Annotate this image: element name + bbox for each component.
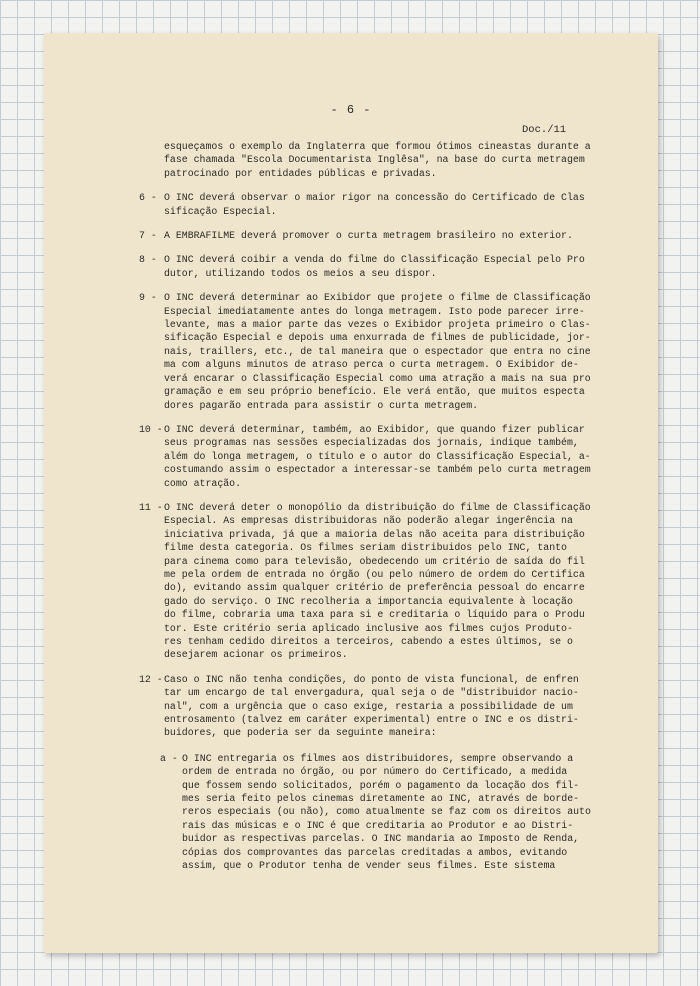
item-number: 9 - bbox=[139, 292, 157, 304]
paragraph-item-11 bbox=[44, 501, 658, 662]
text-line: O INC deverá observar o maior rigor na concessão do Certificado de Clas bbox=[164, 192, 585, 204]
text-line: tar um encargo de tal envergadura, qual seja o de "distribuidor nacio- bbox=[164, 687, 579, 699]
text-line: entrosamento (talvez em caráter experimental) entre o INC e os distri- bbox=[164, 714, 579, 726]
text-line: reros especiais (ou não), como atualmente se faz com os direitos auto bbox=[182, 806, 591, 818]
text-line: ma com alguns minutos de atraso perca o curta metragem. O Exibidor de- bbox=[164, 359, 579, 371]
text-line: do filme, cobraria uma taxa para si e creditaria o líquido para o Produ bbox=[164, 609, 585, 621]
text-line: sificação Especial e depois uma enxurrada de filmes de publicidade, jor- bbox=[164, 332, 591, 344]
text-line: além do longa metragem, o título e o autor do Classificação Especial, a- bbox=[164, 450, 591, 462]
text-line: Caso o INC não tenha condições, do ponto de vista funcional, de enfren bbox=[164, 673, 579, 685]
text-line: buidores, que poderia ser da seguinte maneira: bbox=[164, 727, 437, 739]
text-line: rais das músicas e o INC é que creditaria ao Produtor e ao Distri- bbox=[182, 819, 574, 831]
text-line: seus programas nas sessões especializadas dos jornais, indique também, bbox=[164, 437, 579, 449]
page-number: - 6 - bbox=[330, 103, 372, 117]
text-line: res tenham cedido direitos a terceiros, cabendo a estes últimos, se o bbox=[164, 636, 573, 647]
text-line: como atração. bbox=[164, 477, 242, 489]
item-number: 10 - bbox=[139, 423, 163, 435]
paragraph-item-10 bbox=[44, 423, 658, 490]
text-line: tor. Este critério seria aplicado inclusive aos filmes cujos Produto- bbox=[164, 622, 573, 634]
item-number: 12 - bbox=[139, 673, 163, 685]
text-line: O INC deverá determinar, também, ao Exibidor, que quando fizer publicar bbox=[164, 423, 585, 435]
text-line: me pela ordem de entrada no órgão (ou pelo número de ordem do Certifica bbox=[164, 568, 585, 580]
text-line: esqueçamos o exemplo da Inglaterra que formou ótimos cineastas durante a bbox=[164, 141, 591, 152]
paragraph-item-7 bbox=[44, 229, 658, 242]
text-line: que fossem sendo solicitados, porém o pagamento da locação dos fil- bbox=[182, 779, 580, 791]
text-line: levante, mas a maior parte das vezes o Exibidor projeta primeiro o Clas- bbox=[164, 319, 591, 331]
item-number: 8 - bbox=[139, 254, 157, 266]
text-line: O INC deverá deter o monopólio da distribuição do filme de Classificação bbox=[164, 501, 591, 513]
document-sheet bbox=[44, 33, 658, 953]
document-reference: Doc./11 bbox=[522, 124, 567, 136]
item-number: 6 - bbox=[139, 192, 157, 204]
text-line: Especial. As empresas distribuidoras não poderão alegar ingerência na bbox=[164, 515, 573, 527]
text-line: para cinema como para televisão, obedecendo um critério de saída do fil bbox=[164, 555, 585, 567]
paragraph-item-9 bbox=[44, 291, 658, 412]
text-line: buidor as respectivas parcelas. O INC mandaria ao Imposto de Renda, bbox=[182, 833, 580, 845]
text-line: do), evitando assim qualquer critério de preferência pessoal do encarre bbox=[164, 582, 585, 594]
text-line: fase chamada "Escola Documentarista Inglêsa", na base do curta metragem bbox=[164, 154, 585, 166]
text-line: sificação Especial. bbox=[164, 205, 277, 217]
text-line: dores pagarão entrada para assistir o curta metragem. bbox=[164, 399, 479, 411]
document-body bbox=[44, 140, 658, 884]
text-line: patrocinado por entidades públicas e privadas. bbox=[164, 167, 437, 179]
item-number: a - bbox=[160, 752, 178, 764]
paragraph-item-6 bbox=[44, 191, 658, 218]
text-line: iniciativa privada, já que a maioria delas não aceita para distribuição bbox=[164, 528, 585, 540]
item-number: 11 - bbox=[139, 501, 163, 513]
text-line: assim, que o Produtor tenha de vender seus filmes. Este sistema bbox=[182, 860, 556, 872]
text-line: mes seria feito pelos cinemas diretamente ao INC, através de borde- bbox=[182, 793, 580, 805]
text-line: O INC deverá determinar ao Exibidor que projete o filme de Classificação bbox=[164, 292, 591, 304]
text-line: dutor, utilizando todos os meios a seu dispor. bbox=[164, 267, 437, 279]
text-line: gramação e em seu próprio benefício. Ele verá então, que muitos especta bbox=[164, 386, 585, 398]
text-line: A EMBRAFILME deverá promover o curta metragem brasileiro no exterior. bbox=[164, 230, 573, 242]
paragraph-continuation bbox=[44, 140, 658, 180]
text-line: cópias dos comprovantes das parcelas creditadas a ambos, evitando bbox=[182, 846, 568, 858]
text-line: filme desta categoria. Os filmes seriam distribuidos pelo INC, tanto bbox=[164, 542, 567, 554]
text-line: nal", com a urgência que o caso exige, restaria a possibilidade de um bbox=[164, 700, 573, 712]
text-line: O INC entregaria os filmes aos distribuidores, sempre observando a bbox=[182, 752, 574, 764]
text-line: gado do serviço. O INC recolheria a importancia equivalente à locação bbox=[164, 595, 573, 607]
item-number: 7 - bbox=[139, 230, 157, 242]
text-line: verá encarar o Classificação Especial como uma atração a mais na sua pro bbox=[164, 372, 591, 384]
text-line: desejarem acionar os primeiros. bbox=[164, 649, 348, 661]
text-line: Especial imediatamente antes do longa metragem. Isto pode parecer irre- bbox=[164, 305, 585, 317]
text-line: ordem de entrada no órgão, ou por número do Certificado, a medida bbox=[182, 766, 568, 778]
paragraph-item-8 bbox=[44, 253, 658, 280]
text-line: nais, traillers, etc., de tal maneira que o espectador que entra no cine bbox=[164, 345, 591, 357]
paragraph-item-12 bbox=[44, 673, 658, 740]
text-line: O INC deverá coibir a venda do filme do Classificação Especial pelo Pro bbox=[164, 254, 585, 266]
paragraph-subitem-a bbox=[44, 752, 658, 873]
text-line: costumando assim o espectador a interessar-se também pelo curta metragem bbox=[164, 464, 591, 476]
